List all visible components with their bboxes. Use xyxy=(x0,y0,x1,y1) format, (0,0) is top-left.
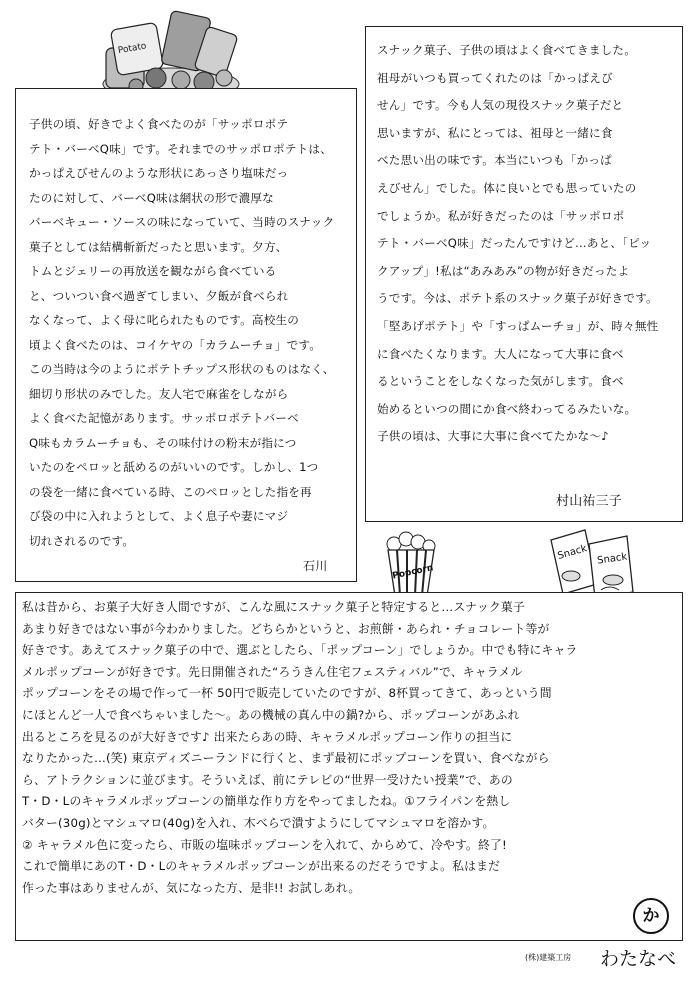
snack-label-1: Snack xyxy=(556,543,589,563)
potato-label: Potato xyxy=(117,41,148,57)
bottom-essay-text: 私は昔から、お菓子大好き人間ですが、こんな風にスナック菓子と特定すると…スナック菓子 あまり好きではない事が今わかりました。どちらかというと、お煎餅・あられ・チョコレート等が 好きです。あえてスナック菓子の中で、選ぶとしたら、「ポップコーン」でしょうか。中でも特にキャラ メルポップコーンが好きです。先日開催された“ろうきん住宅フェスティバル”で、キャラメル ポップコーンをその場で作って一杯 50円で販売していたのですが、8杯買ってきて、あっという間 にほとんど一人で食べちゃいました～。あの機械の真ん中の鍋?から、ポップコーンがあふれ 出るところを見るのが大好きです♪ 出来たらあの時、キャラメルポップコーン作りの担当に なりたかった…(笑) 東京ディズニーランドに行くと、まず最初にポップコーンを買い、食べながら ら、アトラクションに並びます。そういえば、前にテレビの“世界一受けたい授業”で、あの T・D・Lのキャラメルポップコーンの簡単な作り方をやってましたね。①フライパンを熱し バター(30g)とマシュマロ(40g)を入れ、木べらで潰すようにしてマシュマロを溶かす。 ② キャラメル色に変ったら、市販の塩味ポップコーンを入れて、からめて、冷やす。終了! これで簡単にあのT・D・Lのキャラメルポップコーンが出来るのだそうですよ。私はまだ 作った事はありませんが、気になった方、是非!! お試しあれ。 xyxy=(22,600,578,895)
company-name: (株)建築工房 xyxy=(525,953,572,962)
snack-label-2: Snack xyxy=(596,551,628,567)
author-badge: か xyxy=(633,898,669,934)
company-logo: わたなべ xyxy=(600,948,677,970)
popcorn-illustration xyxy=(380,530,442,598)
right-essay-text: スナック菓子、子供の頃はよく食べてきました。 祖母がいつも買ってくれたのは「かっぱえび せん」です。今も人気の現役スナック菓子だと 思いますが、私にとっては、祖母と一緒に食 べた思い出の味です。本当にいつも「かっぱ えびせん」でした。体に良いとでも思っていたの でしょうか。私が好きだったのは「サッポロポ テト・バーベQ味」だったんですけど…あと、「ピッ クアップ」!私は“あみあみ”の物が好きだったよ うです。今は、ポテト系のスナック菓子が好きです。 「堅あげポテト」や「すっぱムーチョ」が、時々無性 に食べたくなります。大人になって大事に食べ るということをしなくなった気がします。食べ 始めるといつの間にか食べ終わってるみたいな。 子供の頃は、大事に大事に食べてたかな～♪ xyxy=(377,43,659,444)
left-essay-text: 子供の頃、好きでよく食べたのが「サッポロポテ テト・バーベQ味」です。それまでのサッポロポテトは、 かっぱえびせんのような形状にあっさり塩味だっ たのに対して、バーベQ味は網状の形で濃厚な バーベキュー・ソースの味になっていて、当時のスナック 菓子としては結構斬新だったと思います。夕方、 トムとジェリーの再放送を観ながら食べている と、ついつい食べ過ぎてしまい、夕飯が食べられ なくなって、よく母に叱られたものです。高校生の 頃よく食べたのは、コイケヤの「カラムーチョ」です。 この当時は今のようにポテトチップス形状のものはなく、 細切り形状のみでした。友人宅で麻雀をしながら よく食べた記憶があります。サッポロポテトバーベ Q味もカラムーチョも、その味付けの粉末が指につ いたのをペロッと舐めるのがいいのです。しかし、1つ の袋を一緒に食べている時、このペロッとした指を再 び袋の中に入れようとして、よく息子や妻にマジ 切れされるのです。 xyxy=(29,117,335,548)
right-essay-signature: 村山祐三子 xyxy=(556,494,623,509)
popcorn-label: Popcorn xyxy=(391,563,435,582)
left-essay-signature: 石川 xyxy=(303,559,328,573)
